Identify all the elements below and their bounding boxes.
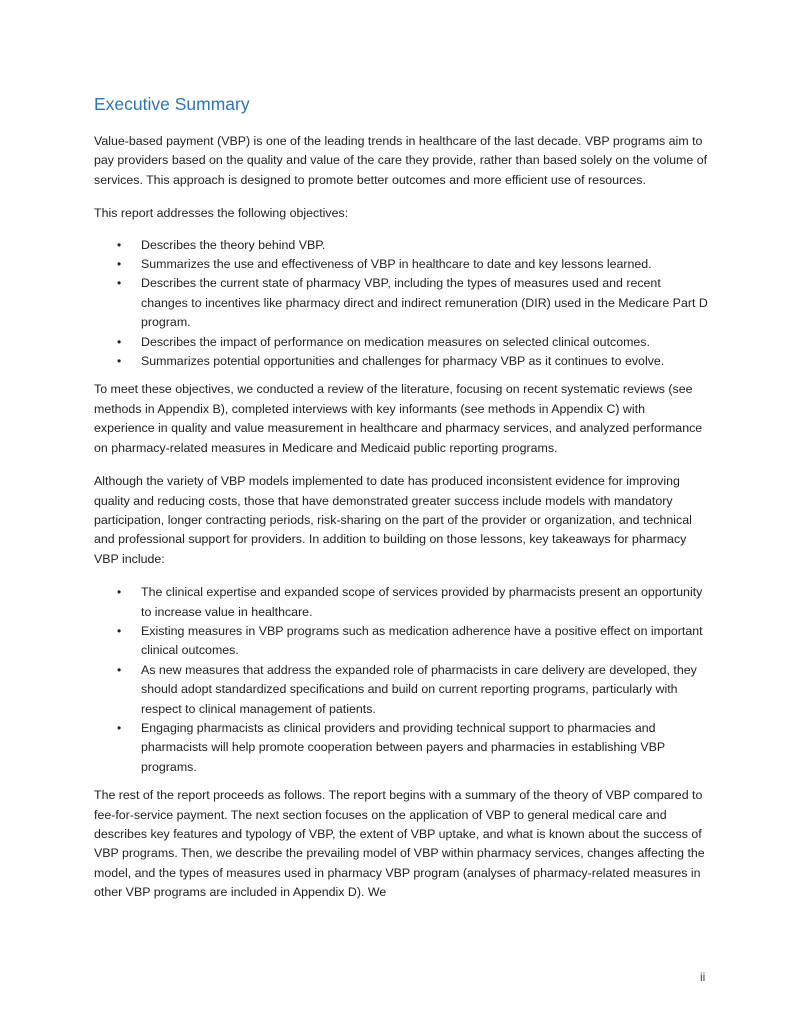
bullet-icon: • — [117, 662, 122, 677]
takeaway-text: Engaging pharmacists as clinical providers and providing technical support to pharmacies and pharmacists will help promote cooperation between payers and pharmacies in establishing VBP programs. — [141, 720, 665, 774]
takeaway-item — [94, 719, 708, 777]
takeaway-text: As new measures that address the expanded role of pharmacists in care delivery are developed, they should adopt standardized specifications and build on current reporting programs, particularly with respect to clinical management of patients. — [141, 662, 697, 716]
bullet-icon: • — [117, 276, 122, 291]
objective-item — [94, 333, 708, 352]
objective-text: Describes the current state of pharmacy VBP, including the types of measures used and recent changes to incentives like pharmacy direct and indirect remuneration (DIR) used in the Medicare Part D program. — [141, 276, 708, 330]
objective-item — [94, 274, 708, 332]
page-number: ii — [700, 970, 706, 984]
bullet-icon: • — [117, 237, 122, 252]
document-page — [94, 92, 708, 917]
bullet-icon: • — [117, 623, 122, 638]
objectives-lead-paragraph: This report addresses the following objectives: — [94, 206, 349, 221]
bullet-icon: • — [117, 585, 122, 600]
section-heading: Executive Summary — [94, 94, 250, 114]
outline-paragraph: The rest of the report proceeds as follows. The report begins with a summary of the theory of VBP compared to fee-for-service payment. The next section focuses on the application of VBP to general medical care and describes key features and typology of VBP, the extent of VBP uptake, and what is known about the success of VBP programs. Then, we describe the prevailing model of VBP within pharmacy services, changes affecting the model, and the types of measures used in pharmacy VBP program (analyses of pharmacy-related measures in other VBP programs are included in Appendix D). We — [94, 788, 705, 900]
objective-item — [94, 352, 708, 371]
bullet-icon: • — [117, 720, 122, 735]
takeaways-list — [94, 583, 708, 777]
takeaway-item — [94, 622, 708, 661]
objective-text: Summarizes potential opportunities and challenges for pharmacy VBP as it continues to evolve. — [141, 354, 665, 369]
objective-item — [94, 236, 708, 255]
takeaway-item — [94, 583, 708, 622]
takeaway-text: Existing measures in VBP programs such as medication adherence have a positive effect on important clinical outcomes. — [141, 623, 703, 658]
takeaway-item — [94, 661, 708, 719]
objective-item — [94, 255, 708, 274]
intro-paragraph: Value-based payment (VBP) is one of the leading trends in healthcare of the last decade. VBP programs aim to pay providers based on the quality and value of the care they provide, rather than based solely on the volume of services. This approach is designed to promote better outcomes and more efficient use of resources. — [94, 134, 708, 187]
objective-text: Describes the theory behind VBP. — [141, 237, 326, 252]
bullet-icon: • — [117, 334, 122, 349]
objective-text: Summarizes the use and effectiveness of VBP in healthcare to date and key lessons learned. — [141, 257, 652, 272]
bullet-icon: • — [117, 257, 122, 272]
methods-paragraph: To meet these objectives, we conducted a review of the literature, focusing on recent systematic reviews (see methods in Appendix B), completed interviews with key informants (see methods in Appendix C) with experience in quality and value measurement in healthcare and pharmacy services, and analyzed performance on pharmacy-related measures in Medicare and Medicaid public reporting programs. — [94, 382, 703, 455]
objectives-list — [94, 236, 708, 372]
takeaway-text: The clinical expertise and expanded scope of services provided by pharmacists present an opportunity to increase value in healthcare. — [141, 585, 703, 619]
findings-paragraph: Although the variety of VBP models implemented to date has produced inconsistent evidence for improving quality and reducing costs, those that have demonstrated greater success include models with mandatory participation, longer contracting periods, risk-sharing on the part of the provider or organization, and technical and professional support for providers. In addition to building on those lessons, key takeaways for pharmacy VBP include: — [94, 474, 692, 566]
bullet-icon: • — [117, 354, 122, 369]
objective-text: Describes the impact of performance on medication measures on selected clinical outcomes. — [141, 334, 650, 349]
